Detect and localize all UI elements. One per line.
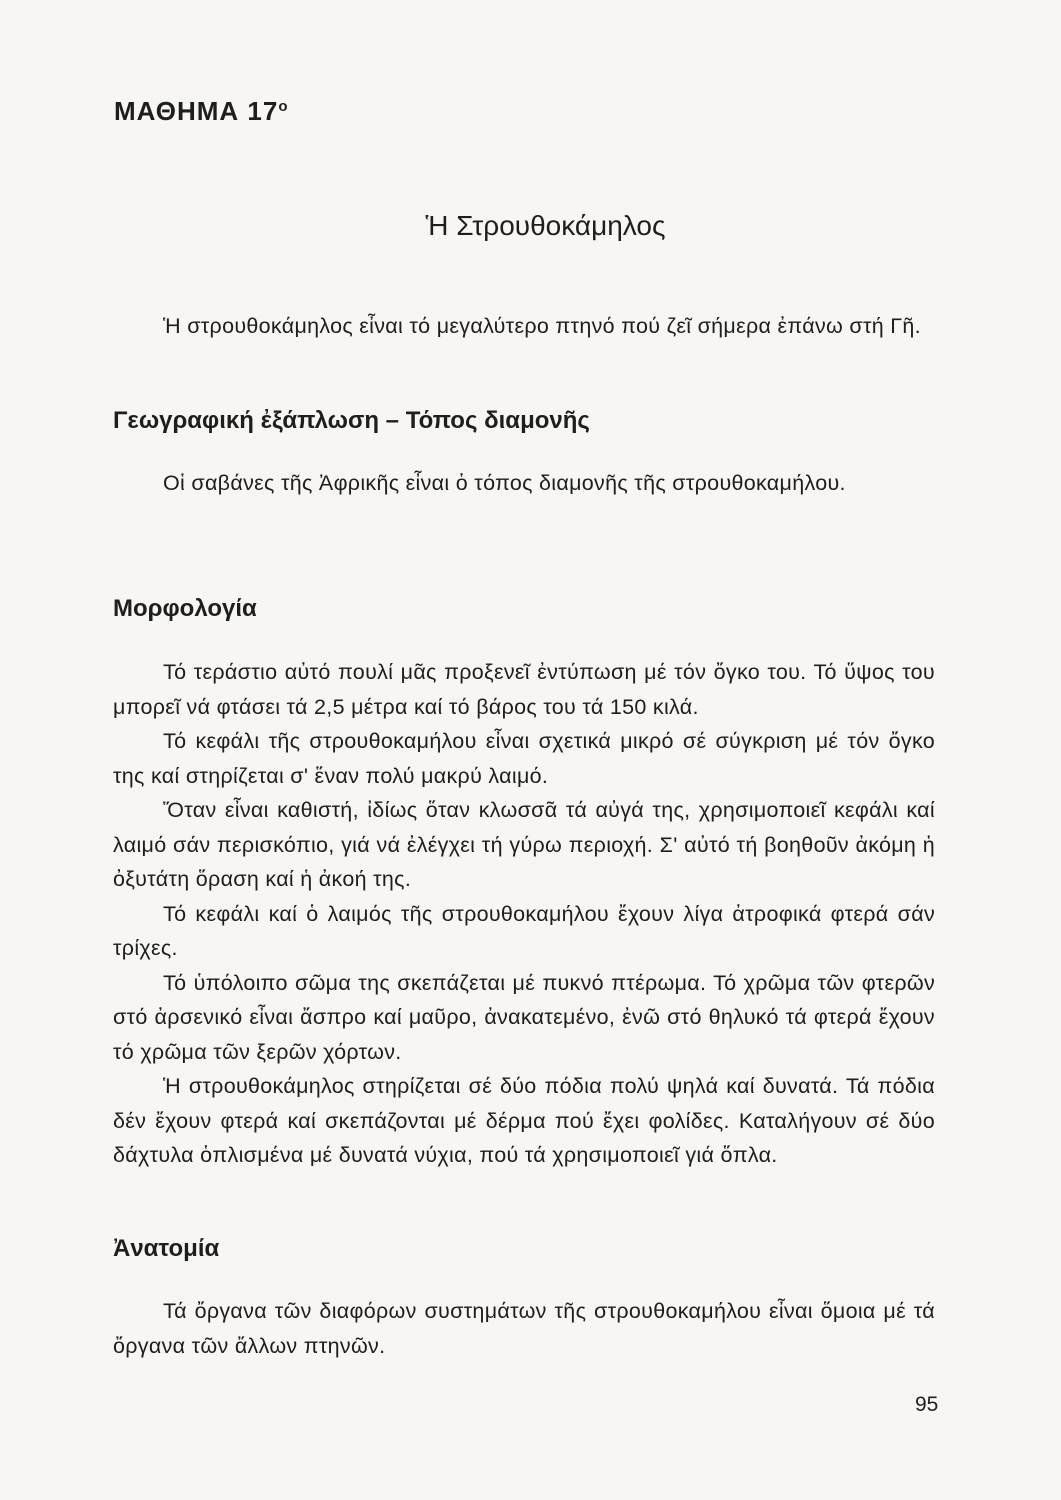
paragraph: Τό ὑπόλοιπο σῶμα της σκεπάζεται μέ πυκνό πτέρωμα. Τό χρῶμα τῶν φτερῶν στό ἀρσενικό εἶναι ἄσπρο καί μαῦρο, ἀνακατεμένο, ἐνῶ στό θηλυκό τά φτερά ἔχουν τό χρῶμα τῶν ξερῶν χόρτων.	[113, 970, 935, 1064]
page-title: Ἡ Στρουθοκάμηλος	[425, 210, 666, 241]
intro-paragraph: Ἡ στρουθοκάμηλος εἶναι τό μεγαλύτερο πτηνό πού ζεῖ σήμερα ἐπάνω στή Γῆ.	[163, 314, 921, 338]
section-heading-anatomy: Ἀνατομία	[113, 1235, 220, 1262]
paragraph: Τό τεράστιο αὐτό πουλί μᾶς προξενεῖ ἐντύπωση μέ τόν ὄγκο του. Τό ὕψος του μπορεῖ νά φτάσει τά 2,5 μέτρα καί τό βάρος του τά 150 κιλά.	[113, 660, 935, 719]
paragraph: Τά ὄργανα τῶν διαφόρων συστημάτων τῆς στρουθοκαμήλου εἶναι ὅμοια μέ τά ὄργανα τῶν ἄλλων πτηνῶν.	[113, 1299, 935, 1358]
section-body-morphology	[113, 655, 935, 1173]
section-heading-geography: Γεωγραφική ἐξάπλωση – Τόπος διαμονῆς	[113, 407, 590, 434]
paragraph: Τό κεφάλι καί ὁ λαιμός τῆς στρουθοκαμήλου ἔχουν λίγα ἀτροφικά φτερά σάν τρίχες.	[113, 901, 935, 960]
intro-text-block	[113, 309, 935, 344]
lesson-heading	[114, 96, 289, 127]
paragraph: Ὅταν εἶναι καθιστή, ἰδίως ὅταν κλωσσᾶ τά αὐγά της, χρησιμοποιεῖ κεφάλι καί λαιμό σάν περισκόπιο, γιά νά ἐλέγχει τή γύρω περιοχή. Σ' αὐτό τή βοηθοῦν ἀκόμη ἡ ὀξυτάτη ὅραση καί ἡ ἀκοή της.	[113, 798, 935, 891]
lesson-label: ΜΑΘΗΜΑ 17	[114, 96, 279, 126]
section-body-anatomy	[113, 1294, 935, 1363]
paragraph: Τό κεφάλι τῆς στρουθοκαμήλου εἶναι σχετικά μικρό σέ σύγκριση μέ τόν ὄγκο της καί στηρίζεται σ' ἕναν πολύ μακρύ λαιμό.	[113, 729, 935, 788]
paragraph: Ἡ στρουθοκάμηλος στηρίζεται σέ δύο πόδια πολύ ψηλά καί δυνατά. Τά πόδια δέν ἔχουν φτερά καί σκεπάζονται μέ δέρμα πού ἔχει φολίδες. Καταλήγουν σέ δύο δάχτυλα ὁπλισμένα μέ δυνατά νύχια, πού τά χρησιμοποιεῖ γιά ὅπλα.	[113, 1074, 935, 1167]
section-body-geography	[113, 466, 935, 501]
page-number: 95	[915, 1393, 939, 1416]
lesson-ordinal: ο	[278, 98, 289, 115]
section-heading-morphology: Μορφολογία	[113, 595, 257, 622]
paragraph: Οἱ σαβάνες τῆς Ἀφρικῆς εἶναι ὁ τόπος διαμονῆς τῆς στρουθοκαμήλου.	[163, 471, 846, 495]
